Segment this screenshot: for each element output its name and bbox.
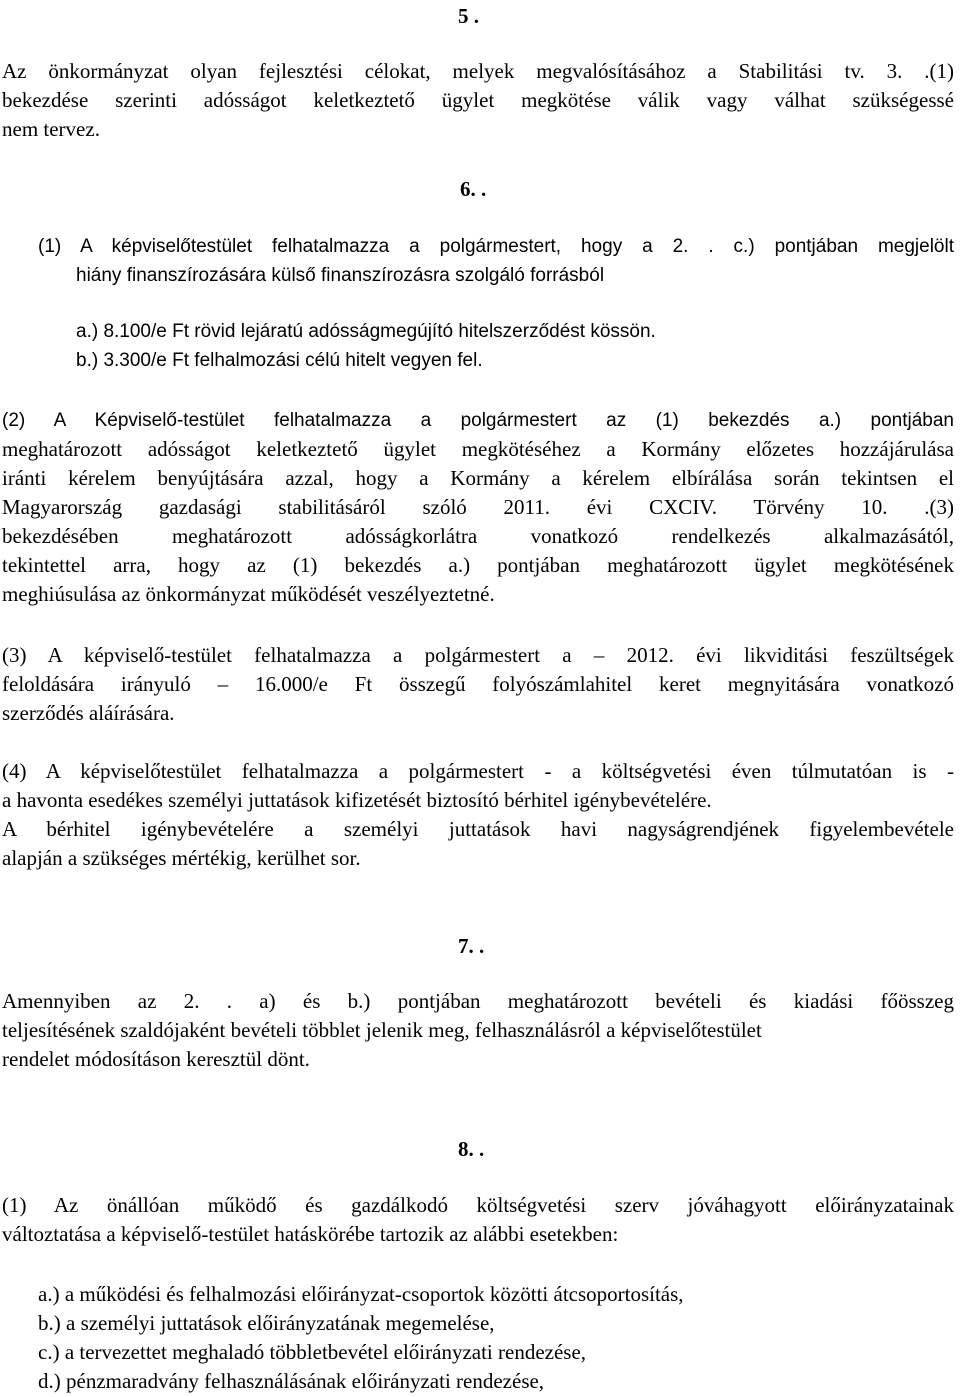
paragraph-line: Az önkormányzat olyan fejlesztési célokat, melyek megvalósításához a Stabilitási tv. 3. .(1)	[2, 59, 954, 83]
section-8-list	[38, 1280, 684, 1396]
paragraph-line: hiány finanszírozására külső finanszírozásra szolgáló forrásból	[76, 265, 605, 286]
paragraph-line: feloldására irányuló – 16.000/e Ft összegű folyószámlahitel keret megnyitására vonatkozó	[2, 672, 954, 696]
paragraph-line: a havonta esedékes személyi juttatások kifizetését biztosító bérhitel igénybevételére.	[2, 788, 712, 812]
section-7-heading: 7. .	[458, 934, 485, 958]
list-item: a.) a működési és felhalmozási előirányzat-csoportok közötti átcsoportosítás,	[38, 1282, 684, 1306]
paragraph-line: szerződés aláírására.	[2, 701, 175, 725]
paragraph-line: meghiúsulása az önkormányzat működését veszélyeztetné.	[2, 582, 495, 606]
section-6-paragraph-2-intro	[2, 406, 954, 435]
paragraph-line: (1) A képviselőtestület felhatalmazza a polgármestert, hogy a 2. . c.) pontjában megjelölt	[38, 236, 954, 257]
list-item: d.) pénzmaradvány felhasználásának előirányzati rendezése,	[38, 1369, 545, 1393]
section-5-heading: 5 .	[458, 4, 479, 28]
paragraph-line: bekezdésében meghatározott adósságkorlátra vonatkozó rendelkezés alkalmazásától,	[2, 524, 954, 548]
paragraph-line: bekezdése szerinti adósságot keletkeztető ügylet megkötése válik vagy válhat szükségessé	[2, 88, 954, 112]
paragraph-line: változtatása a képviselő-testület hatáskörébe tartozik az alábbi esetekben:	[2, 1222, 619, 1246]
section-5-paragraph	[2, 57, 954, 144]
section-6-paragraph-4	[2, 757, 954, 873]
section-8-heading: 8. .	[458, 1137, 485, 1161]
paragraph-line: iránti kérelem benyújtására azzal, hogy a Kormány a kérelem elbírálása során tekintsen el	[2, 466, 954, 490]
section-6-paragraph-2	[2, 435, 954, 609]
paragraph-line: rendelet módosításon keresztül dönt.	[2, 1047, 310, 1071]
paragraph-line: Amennyiben az 2. . a) és b.) pontjában meghatározott bevételi és kiadási főösszeg	[2, 989, 954, 1013]
paragraph-line: alapján a szükséges mértékig, kerülhet sor.	[2, 846, 361, 870]
section-6-paragraph-3	[2, 641, 954, 728]
paragraph-line: (4) A képviselőtestület felhatalmazza a polgármestert - a költségvetési éven túlmutatóan is -	[2, 759, 954, 783]
paragraph-line: (2) A Képviselő-testület felhatalmazza a polgármestert az (1) bekezdés a.) pontjában	[2, 410, 954, 431]
section-8-paragraph	[2, 1191, 954, 1249]
section-6-item-b: b.) 3.300/e Ft felhalmozási célú hitelt vegyen fel.	[76, 350, 483, 371]
section-6-heading: 6. .	[460, 177, 487, 201]
paragraph-line: A bérhitel igénybevételére a személyi juttatások havi nagyságrendjének figyelembevétele	[2, 817, 954, 841]
paragraph-line: tekintettel arra, hogy az (1) bekezdés a.) pontjában meghatározott ügylet megkötésének	[2, 553, 954, 577]
paragraph-line: teljesítésének szaldójaként bevételi többlet jelenik meg, felhasználásról a képviselőtestület	[2, 1018, 762, 1042]
section-6-paragraph-1	[38, 232, 954, 290]
paragraph-line: meghatározott adósságot keletkeztető ügylet megkötéséhez a Kormány előzetes hozzájárulása	[2, 437, 954, 461]
section-7-paragraph	[2, 987, 954, 1074]
paragraph-line: Magyarország gazdasági stabilitásáról szóló 2011. évi CXCIV. Törvény 10. .(3)	[2, 495, 954, 519]
paragraph-line: nem tervez.	[2, 117, 100, 141]
list-item: b.) a személyi juttatások előirányzatának megemelése,	[38, 1311, 495, 1335]
paragraph-line: (1) Az önállóan működő és gazdálkodó költségvetési szerv jóváhagyott előirányzatainak	[2, 1193, 954, 1217]
paragraph-line: (3) A képviselő-testület felhatalmazza a polgármestert a – 2012. évi likviditási feszültségek	[2, 643, 954, 667]
section-6-item-a: a.) 8.100/e Ft rövid lejáratú adósságmegújító hitelszerződést kössön.	[76, 321, 656, 342]
list-item: c.) a tervezettet meghaladó többletbevétel előirányzati rendezése,	[38, 1340, 587, 1364]
